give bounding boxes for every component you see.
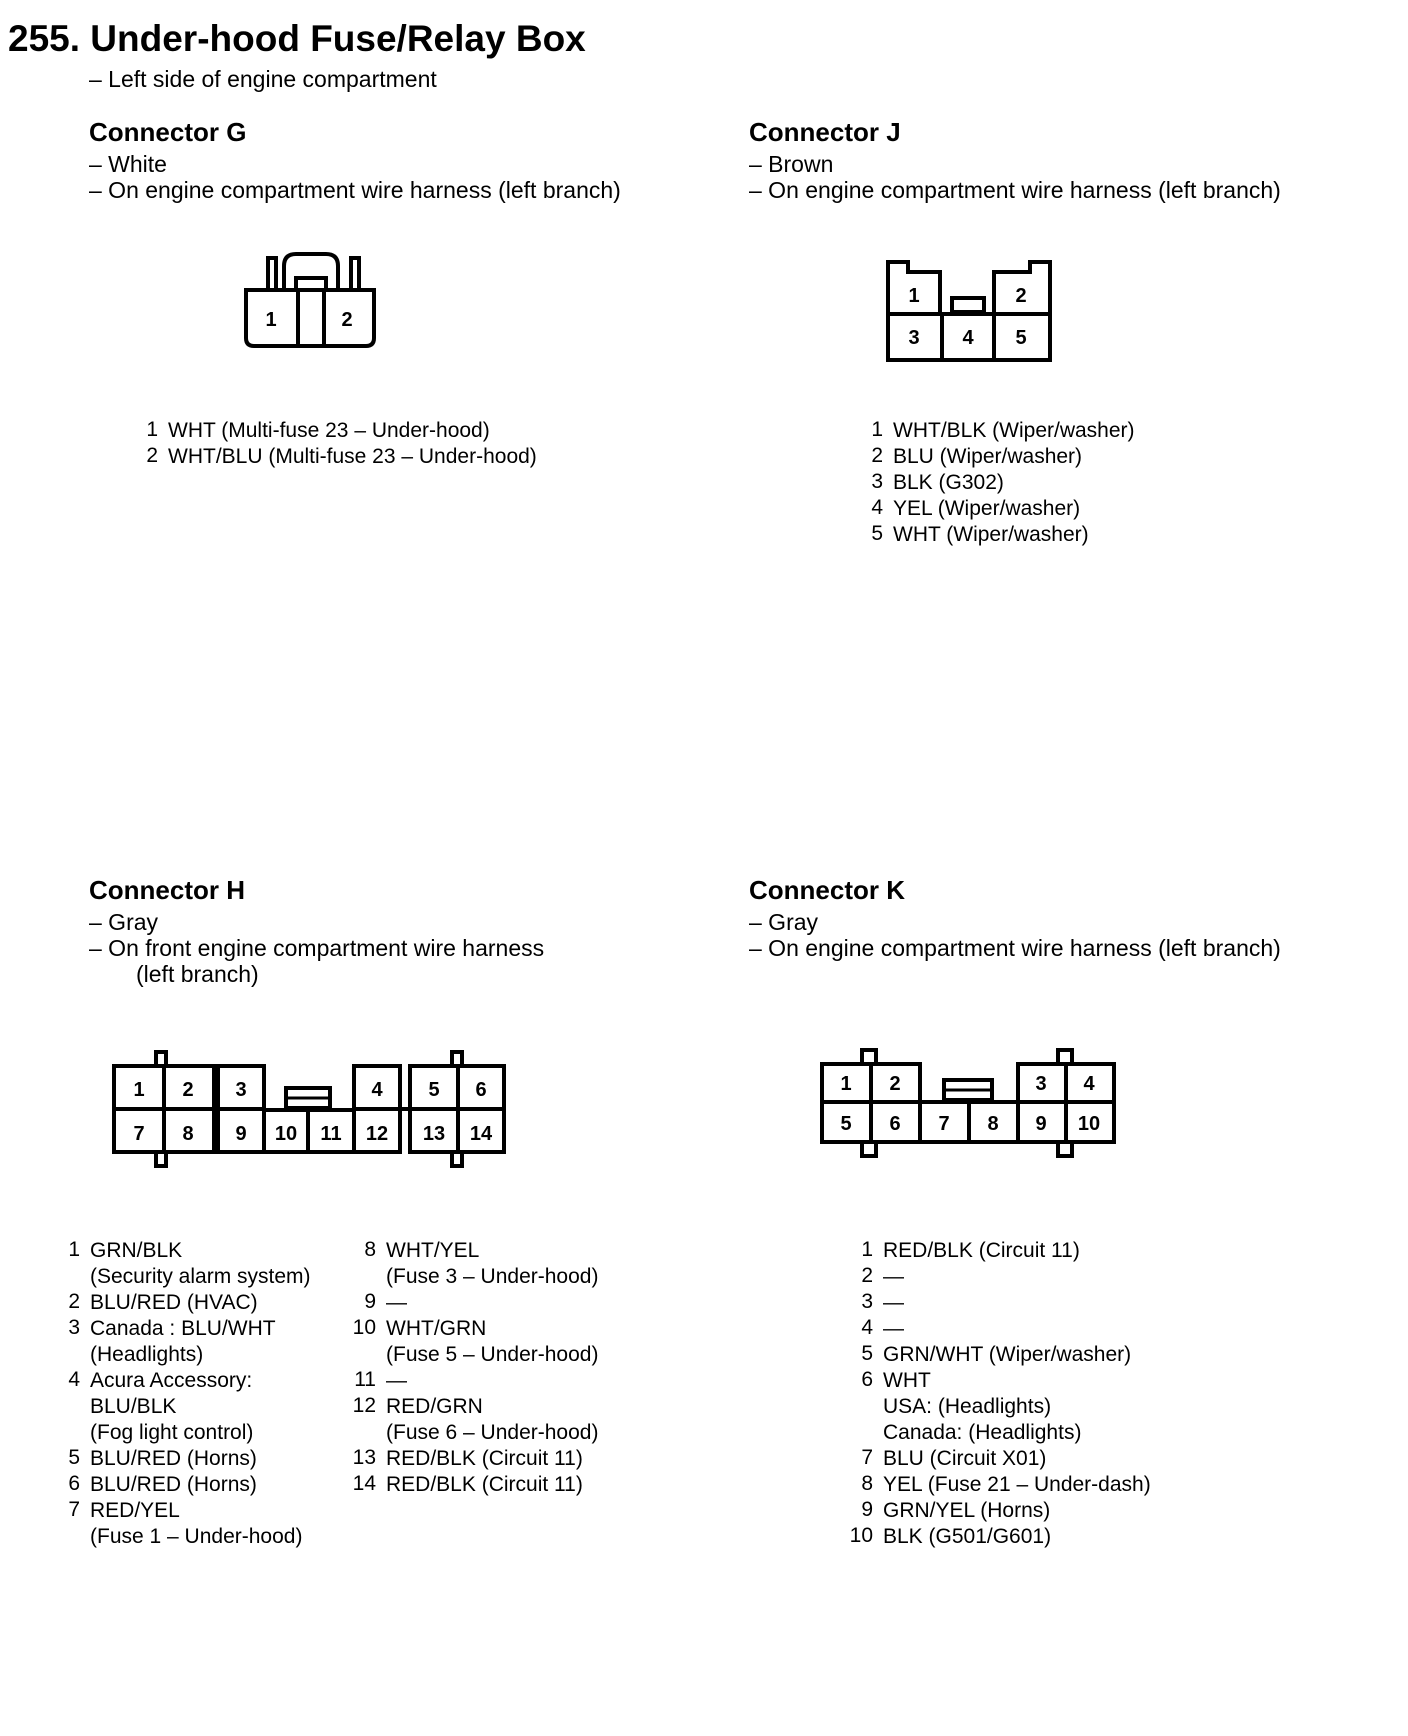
connector-h-pin-2: 2 [182, 1079, 194, 1101]
list-item: 9 GRN/YEL (Horns) [861, 1498, 1051, 1522]
connector-k-pin-4: 4 [1083, 1073, 1095, 1095]
list-item: 1 WHT (Multi-fuse 23 – Under-hood) [146, 418, 490, 442]
connector-h-pin-3: 3 [235, 1079, 247, 1101]
list-item: 5 BLU/RED (Horns) [68, 1446, 257, 1470]
list-item: 14 RED/BLK (Circuit 11) [352, 1472, 583, 1496]
page-subtitle: – Left side of engine compartment [89, 66, 437, 92]
connector-h-pin-7: 7 [133, 1123, 145, 1145]
connector-j-desc-color: – Brown [749, 151, 834, 177]
list-item: 6 BLU/RED (Horns) [68, 1472, 257, 1496]
list-item: 7 RED/YEL (Fuse 1 – Under-hood) [68, 1498, 303, 1548]
connector-k-pin-10: 10 [1077, 1113, 1101, 1135]
connector-h-pin-1: 1 [133, 1079, 145, 1101]
connector-j-pin-5: 5 [1015, 327, 1027, 349]
connector-g-diagram [240, 250, 380, 350]
list-item: 2 — [861, 1264, 904, 1288]
list-item: 7 BLU (Circuit X01) [861, 1446, 1047, 1470]
connector-h-pin-6: 6 [475, 1079, 487, 1101]
list-item: 8 WHT/YEL (Fuse 3 – Under-hood) [364, 1238, 599, 1288]
list-item: 5 WHT (Wiper/washer) [871, 522, 1089, 546]
connector-h-pin-12: 12 [365, 1123, 389, 1145]
list-item: 3 Canada : BLU/WHT (Headlights) [68, 1316, 276, 1366]
connector-h-desc-branch: (left branch) [136, 961, 259, 987]
list-item: 4 — [861, 1316, 904, 1340]
connector-h-pin-9: 9 [235, 1123, 247, 1145]
connector-j-pin-list [855, 418, 1135, 548]
list-item: 1 RED/BLK (Circuit 11) [861, 1238, 1080, 1262]
list-item: 13 RED/BLK (Circuit 11) [352, 1446, 583, 1470]
list-item: 1 GRN/BLK (Security alarm system) [68, 1238, 311, 1288]
list-item: 5 GRN/WHT (Wiper/washer) [861, 1342, 1132, 1366]
connector-h-pin-14: 14 [469, 1123, 493, 1145]
connector-g-pin-list [130, 418, 537, 470]
list-item: 6 WHT USA: (Headlights) Canada: (Headlights) [861, 1368, 1082, 1444]
connector-k-desc-location: – On engine compartment wire harness (left branch) [749, 935, 1281, 961]
connector-g-pin-1: 1 [265, 309, 277, 331]
list-item: 4 YEL (Wiper/washer) [871, 496, 1081, 520]
connector-k-pin-2: 2 [889, 1073, 901, 1095]
list-item: 10 WHT/GRN (Fuse 5 – Under-hood) [352, 1316, 599, 1366]
list-item: 12 RED/GRN (Fuse 6 – Under-hood) [352, 1394, 599, 1444]
page-title: 255. Under-hood Fuse/Relay Box [8, 18, 586, 59]
list-item: 1 WHT/BLK (Wiper/washer) [871, 418, 1135, 442]
connector-h-desc-color: – Gray [89, 909, 159, 935]
connector-j-desc-location: – On engine compartment wire harness (left branch) [749, 177, 1281, 203]
list-item: 2 WHT/BLU (Multi-fuse 23 – Under-hood) [146, 444, 537, 468]
connector-k-pin-8: 8 [987, 1113, 999, 1135]
connector-k-pin-7: 7 [938, 1113, 950, 1135]
list-item: 2 BLU/RED (HVAC) [68, 1290, 258, 1314]
connector-k-pin-1: 1 [840, 1073, 852, 1095]
connector-h-pin-8: 8 [182, 1123, 194, 1145]
list-item: 2 BLU (Wiper/washer) [871, 444, 1083, 468]
connector-j-heading: Connector J [749, 117, 901, 147]
connector-k-heading: Connector K [749, 875, 905, 905]
connector-k-pin-5: 5 [840, 1113, 852, 1135]
connector-j-diagram [884, 258, 1054, 368]
connector-h-pin-10: 10 [274, 1123, 298, 1145]
list-item: 11 — [354, 1368, 407, 1392]
connector-k-pin-3: 3 [1035, 1073, 1047, 1095]
connector-g-pin-2: 2 [341, 309, 353, 331]
list-item: 3 — [861, 1290, 904, 1314]
connector-j-pin-1: 1 [908, 285, 920, 307]
connector-h-diagram [108, 1046, 518, 1186]
connector-h-pin-5: 5 [428, 1079, 440, 1101]
connector-g-heading: Connector G [89, 117, 247, 147]
connector-k-desc-color: – Gray [749, 909, 819, 935]
connector-k-diagram [816, 1046, 1126, 1166]
connector-h-desc-location: – On front engine compartment wire harness [89, 935, 545, 961]
connector-j-pin-4: 4 [962, 327, 974, 349]
connector-k-pin-list [845, 1238, 1151, 1550]
connector-h-pin-11: 11 [320, 1123, 342, 1145]
connector-g-desc-location: – On engine compartment wire harness (left branch) [89, 177, 621, 203]
connector-j-pin-2: 2 [1015, 285, 1027, 307]
connector-h-pin-list-col2 [348, 1238, 598, 1498]
connector-k-pin-9: 9 [1035, 1113, 1047, 1135]
connector-h-pin-list-col1 [52, 1238, 311, 1550]
list-item: 9 — [364, 1290, 407, 1314]
connector-h-heading: Connector H [89, 875, 245, 905]
connector-j-pin-3: 3 [908, 327, 920, 349]
list-item: 3 BLK (G302) [871, 470, 1004, 494]
list-item: 4 Acura Accessory: BLU/BLK (Fog light control) [68, 1368, 254, 1444]
connector-k-pin-6: 6 [889, 1113, 901, 1135]
connector-h-pin-13: 13 [422, 1123, 446, 1145]
list-item: 10 BLK (G501/G601) [849, 1524, 1052, 1548]
connector-h-pin-4: 4 [371, 1079, 383, 1101]
connector-g-desc-color: – White [89, 151, 167, 177]
list-item: 8 YEL (Fuse 21 – Under-dash) [861, 1472, 1151, 1496]
